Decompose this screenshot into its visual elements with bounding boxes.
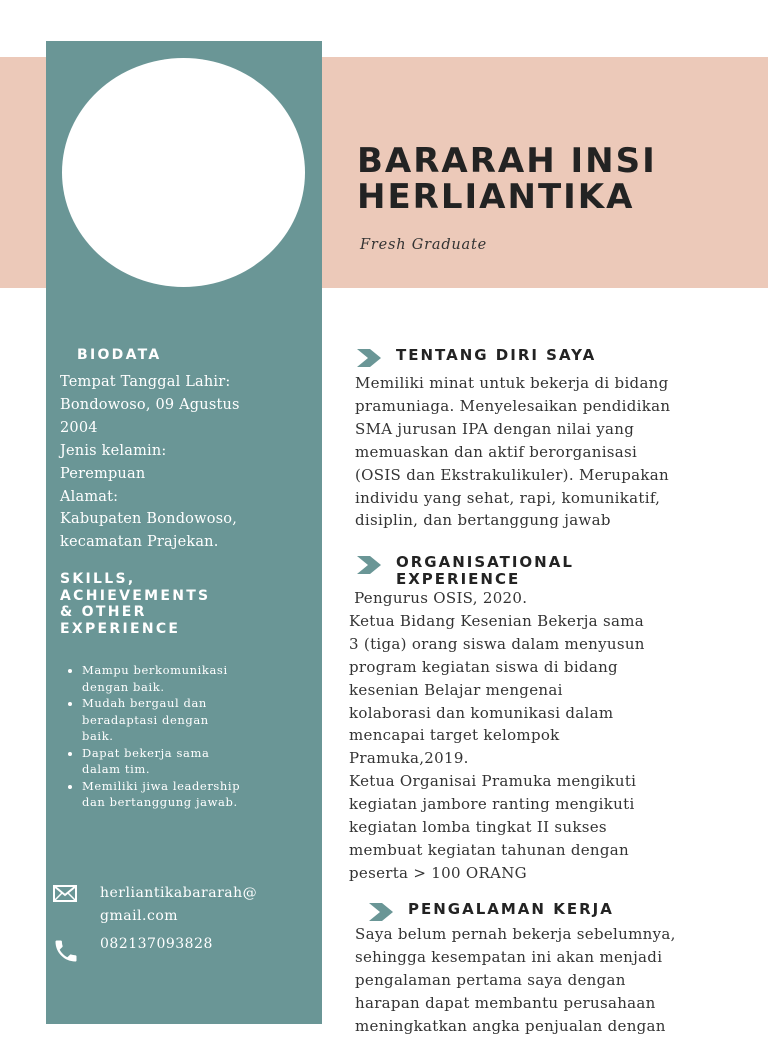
biodata-line: Alamat: <box>60 488 119 505</box>
org-line: peserta > 100 ORANG <box>349 863 527 882</box>
skill-line: • Mampu berkomunikasi <box>82 663 228 677</box>
skill-line: • Mudah bergaul dan <box>82 696 207 710</box>
skill-item <box>82 745 332 778</box>
skill-line: dan bertanggung jawab. <box>82 795 238 809</box>
about-line: Memiliki minat untuk bekerja di bidang <box>355 374 669 392</box>
arrow-icon <box>357 556 381 574</box>
skill-item <box>82 778 332 811</box>
biodata-line: Tempat Tanggal Lahir: <box>60 374 231 390</box>
email-line: gmail.com <box>100 908 179 924</box>
biodata-line: 2004 <box>60 419 98 436</box>
phone-icon <box>52 937 80 965</box>
biodata-line: kecamatan Prajekan. <box>60 534 219 551</box>
contact-email[interactable] <box>100 882 257 928</box>
org-line: Ketua Organisai Pramuka mengikuti <box>349 772 637 791</box>
about-line: pramuniaga. Menyelesaikan pendidikan <box>355 396 671 415</box>
biodata-heading: BIODATA <box>77 347 162 363</box>
contact-phone[interactable]: 082137093828 <box>100 936 213 952</box>
about-line: disiplin, dan bertanggung jawab <box>355 511 611 530</box>
work-paragraph <box>355 923 676 1038</box>
biodata-text <box>60 371 315 554</box>
biodata-line: Bondowoso, 09 Agustus <box>60 396 240 413</box>
org-line: Pramuka,2019. <box>349 749 469 768</box>
skill-line: baik. <box>82 729 114 743</box>
about-line: SMA jurusan IPA dengan nilai yang <box>355 419 635 438</box>
org-heading-line: ORGANISATIONAL <box>396 553 574 571</box>
skills-heading <box>60 571 210 637</box>
arrow-icon <box>357 349 381 367</box>
about-paragraph <box>355 372 670 532</box>
about-heading: TENTANG DIRI SAYA <box>396 346 597 364</box>
org-heading <box>396 554 574 587</box>
org-heading-line: EXPERIENCE <box>396 569 521 588</box>
org-line: kegiatan jambore ranting mengikuti <box>349 795 635 814</box>
skill-line: dengan baik. <box>82 679 165 694</box>
about-line: individu yang sehat, rapi, komunikatif, <box>355 488 661 507</box>
skill-line: • Dapat bekerja sama <box>82 745 210 760</box>
org-line: kegiatan lomba tingkat II sukses <box>349 818 607 837</box>
org-line: Ketua Bidang Kesenian Bekerja sama <box>349 611 644 630</box>
work-line: pengalaman pertama saya dengan <box>355 970 626 989</box>
candidate-name <box>357 143 657 215</box>
envelope-icon <box>53 885 77 902</box>
org-line: mencapai target kelompok <box>349 726 560 745</box>
skill-line: dalam tim. <box>82 762 151 776</box>
biodata-line: Perempuan <box>60 465 146 482</box>
arrow-icon <box>369 903 393 921</box>
skills-heading-line: & OTHER <box>60 604 147 620</box>
about-line: memuaskan dan aktif berorganisasi <box>355 442 638 461</box>
skills-heading-line: EXPERIENCE <box>60 620 181 637</box>
work-heading: PENGALAMAN KERJA <box>408 900 614 918</box>
email-line: herliantikabararah@ <box>100 885 258 901</box>
work-line: meningkatkan angka penjualan dengan <box>355 1016 666 1035</box>
name-line-1: BARARAH INSI <box>357 141 657 181</box>
org-line: kesenian Belajar mengenai <box>349 680 563 699</box>
name-line-2: HERLIANTIKA <box>357 177 635 217</box>
profile-photo-placeholder <box>62 58 305 287</box>
about-line: (OSIS dan Ekstrakulikuler). Merupakan <box>355 465 669 484</box>
skills-heading-line: SKILLS, <box>60 571 136 587</box>
org-line: kolaborasi dan komunikasi dalam <box>349 703 614 722</box>
work-line: sehingga kesempatan ini akan menjadi <box>355 947 663 966</box>
org-line: program kegiatan siswa di bidang <box>349 657 618 676</box>
skills-heading-line: ACHIEVEMENTS <box>60 587 211 604</box>
biodata-line: Jenis kelamin: <box>60 442 167 459</box>
skills-list <box>63 662 332 811</box>
org-line: Pengurus OSIS, 2020. <box>349 589 528 607</box>
org-paragraph <box>349 587 645 885</box>
skill-item <box>82 695 332 745</box>
skill-item <box>82 662 332 695</box>
org-line: 3 (tiga) orang siswa dalam menyusun <box>349 634 645 653</box>
biodata-line: Kabupaten Bondowoso, <box>60 511 238 528</box>
skill-line: beradaptasi dengan <box>82 712 209 727</box>
work-line: Saya belum pernah bekerja sebelumnya, <box>355 925 676 943</box>
org-line: membuat kegiatan tahunan dengan <box>349 840 630 859</box>
skill-line: • Memiliki jiwa leadership <box>82 778 241 793</box>
work-line: harapan dapat membantu perusahaan <box>355 993 656 1012</box>
candidate-subtitle: Fresh Graduate <box>360 237 487 253</box>
